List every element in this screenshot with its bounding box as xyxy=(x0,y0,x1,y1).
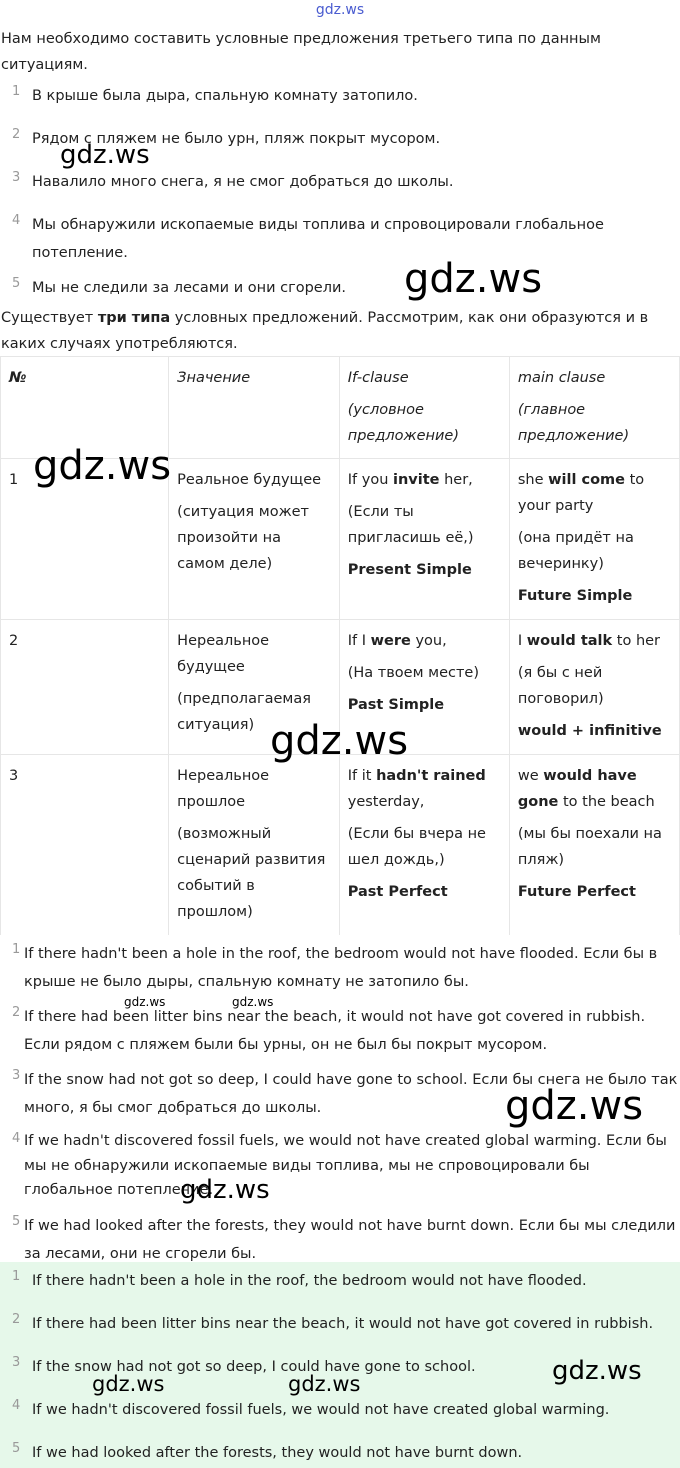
main-clause-cell: she will come to your party (она придёт на вечеринку) Future Simple xyxy=(509,459,679,620)
list-number: 2 xyxy=(12,127,21,142)
list-item: If there hadn't been a hole in the roof, the bedroom would not have flooded. xyxy=(32,1273,587,1289)
watermark: gdz.ws xyxy=(288,1372,361,1396)
watermark: gdz.ws xyxy=(270,718,409,764)
list-item: If we had looked after the forests, they would not have burnt down. xyxy=(32,1445,523,1461)
list-number: 5 xyxy=(12,276,21,291)
list-number: 4 xyxy=(12,213,21,228)
header-cell: № xyxy=(1,357,169,459)
row-number: 3 xyxy=(1,755,169,935)
list-item: If the snow had not got so deep, I could have gone to school. Если бы снега не было так много, я бы смог добраться до школы. xyxy=(24,1072,678,1116)
list-number: 1 xyxy=(12,942,21,957)
list-item: Мы обнаружили ископаемые виды топлива и спровоцировали глобальное потепление. xyxy=(32,217,604,261)
table-row xyxy=(1,755,680,935)
list-number: 4 xyxy=(12,1131,21,1146)
watermark: gdz.ws xyxy=(60,140,150,170)
list-item: If we hadn't discovered fossil fuels, we would not have created global warming. Если бы мы не обнаружили ископаемые виды топлива, мы не спровоцировали бы глобальное потепление. xyxy=(24,1133,667,1198)
list-number: 2 xyxy=(12,1005,21,1020)
header-cell: Значение xyxy=(169,357,340,459)
list-item: If the snow had not got so deep, I could have gone to school. xyxy=(32,1359,476,1375)
meaning-cell: Нереальное прошлое (возможный сценарий развития событий в прошлом) xyxy=(169,755,340,935)
watermark: gdz.ws xyxy=(180,1175,270,1205)
watermark: gdz.ws xyxy=(33,443,172,489)
if-clause-cell: If you invite her, (Если ты пригласишь её,) Present Simple xyxy=(339,459,509,620)
meaning-cell: Реальное будущее (ситуация может произойти на самом деле) xyxy=(169,459,340,620)
list-item: Навалило много снега, я не смог добраться до школы. xyxy=(32,174,454,190)
list-number: 5 xyxy=(12,1441,21,1456)
list-number: 5 xyxy=(12,1214,21,1229)
list-item: If there hadn't been a hole in the roof, the bedroom would not have flooded. Если бы в крыше не было дыры, спальную комнату не затопило бы. xyxy=(24,946,658,990)
watermark: gdz.ws xyxy=(124,995,166,1009)
if-clause-cell: If it hadn't rained yesterday, (Если бы вчера не шел дождь,) Past Perfect xyxy=(339,755,509,935)
watermark: gdz.ws xyxy=(552,1356,642,1386)
header-cell: If-clause (условное предложение) xyxy=(339,357,509,459)
list-item: Мы не следили за лесами и они сгорели. xyxy=(32,280,347,296)
list-number: 2 xyxy=(12,1312,21,1327)
list-number: 4 xyxy=(12,1398,21,1413)
list-number: 3 xyxy=(12,1355,21,1370)
list-item: Рядом с пляжем не было урн, пляж покрыт мусором. xyxy=(32,131,441,147)
list-number: 1 xyxy=(12,1269,21,1284)
main-clause-cell: we would have gone to the beach (мы бы поехали на пляж) Future Perfect xyxy=(509,755,679,935)
list-item: If we hadn't discovered fossil fuels, we would not have created global warming. xyxy=(32,1402,610,1418)
header-cell: main clause (главное предложение) xyxy=(509,357,679,459)
explain-text: Существует три типа условных предложений. Рассмотрим, как они образуются и в каких случаях употребляются. xyxy=(1,310,649,352)
row-number: 1 xyxy=(1,459,169,620)
watermark: gdz.ws xyxy=(505,1083,644,1129)
list-number: 3 xyxy=(12,170,21,185)
site-header[interactable]: gdz.ws xyxy=(315,2,365,18)
list-item: If there had been litter bins near the beach, it would not have got covered in rubbish. Если рядом с пляжем были бы урны, он не был бы покрыт мусором. xyxy=(24,1009,646,1053)
watermark: gdz.ws xyxy=(92,1372,165,1396)
if-clause-cell: If I were you, (На твоем месте) Past Simple xyxy=(339,620,509,755)
list-number: 3 xyxy=(12,1068,21,1083)
list-item: If we had looked after the forests, they would not have burnt down. Если бы мы следили за лесами, они не сгорели бы. xyxy=(24,1218,676,1262)
row-number: 2 xyxy=(1,620,169,755)
main-clause-cell: I would talk to her (я бы с ней поговорил) would + infinitive xyxy=(509,620,679,755)
meaning-cell: Нереальное будущее (предполагаемая ситуация) xyxy=(169,620,340,755)
list-item: В крыше была дыра, спальную комнату затопило. xyxy=(32,88,418,104)
intro-text: Нам необходимо составить условные предложения третьего типа по данным ситуациям. xyxy=(1,31,601,73)
watermark: gdz.ws xyxy=(232,995,274,1009)
list-item: If there had been litter bins near the beach, it would not have got covered in rubbish. xyxy=(32,1316,654,1332)
list-number: 1 xyxy=(12,84,21,99)
watermark: gdz.ws xyxy=(404,256,543,302)
